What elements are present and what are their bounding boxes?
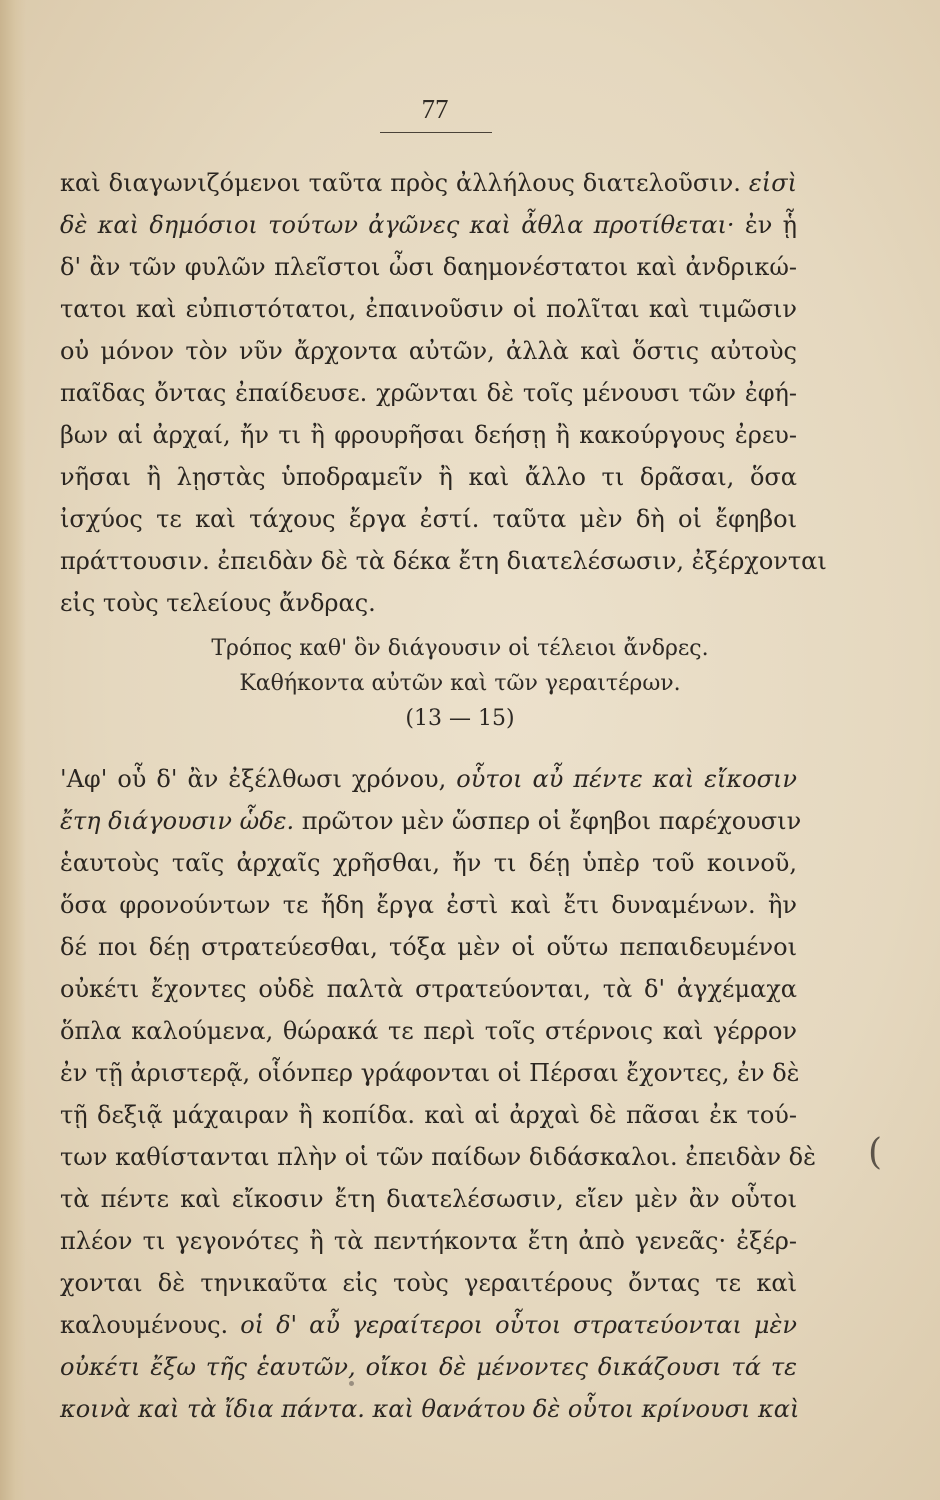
section-heading-line3: (13 — 15) — [405, 706, 515, 731]
text-line: ἔτη διάγουσιν ὧδε. πρῶτον μὲν ὥσπερ οἱ ἔφηβοι παρέχουσιν — [60, 807, 802, 835]
text-line: πλέον τι γεγονότες ἢ τὰ πεντήκοντα ἔτη ἀπὸ γενεᾶς· ἐξέρ- — [60, 1227, 797, 1255]
margin-pencil-mark: ( — [868, 1132, 883, 1173]
text-line: ἐν τῇ ἀριστερᾷ, οἷόνπερ γράφονται οἱ Πέρσαι ἔχοντες, ἐν δὲ — [60, 1059, 800, 1087]
text-line: ὅπλα καλούμενα, θώρακά τε περὶ τοῖς στέρνοις καὶ γέρρον — [60, 1017, 797, 1045]
text-line: τὰ πέντε καὶ εἴκοσιν ἔτη διατελέσωσιν, εἴεν μὲν ἂν οὗτοι — [60, 1185, 797, 1213]
text-line: οὐκέτι ἔξω τῆς ἑαυτῶν, οἴκοι δὲ μένοντες δικάζουσι τά τε — [60, 1353, 797, 1381]
text-line: ἰσχύος τε καὶ τάχους ἔργα ἐστί. ταῦτα μὲν δὴ οἱ ἔφηβοι — [60, 505, 797, 533]
header-rule — [380, 132, 492, 133]
text-line: νῆσαι ἢ λῃστὰς ὑποδραμεῖν ἢ καὶ ἄλλο τι δρᾶσαι, ὅσα — [60, 463, 797, 491]
text-line: ὅσα φρονούντων τε ἤδη ἔργα ἐστὶ καὶ ἔτι δυναμένων. ἢν — [60, 891, 797, 919]
text-line: ἑαυτοὺς ταῖς ἀρχαῖς χρῆσθαι, ἤν τι δέῃ ὑπὲρ τοῦ κοινοῦ, — [60, 849, 797, 877]
section-heading-line2: Καθήκοντα αὐτῶν καὶ τῶν γεραιτέρων. — [239, 671, 681, 696]
text-line: κοινὰ καὶ τὰ ἴδια πάντα. καὶ θανάτου δὲ οὗτοι κρίνουσι καὶ — [60, 1395, 800, 1423]
text-line: καὶ διαγωνιζόμενοι ταῦτα πρὸς ἀλλήλους διατελοῦσιν. εἰσὶ — [60, 169, 797, 197]
text-line: οὐκέτι ἔχοντες οὐδὲ παλτὰ στρατεύονται, τὰ δ' ἀγχέμαχα — [60, 975, 797, 1003]
text-line: των καθίστανται πλὴν οἱ τῶν παίδων διδάσκαλοι. ἐπειδὰν δὲ — [60, 1143, 817, 1171]
text-line: εἰς τοὺς τελείους ἄνδρας. — [60, 589, 376, 617]
text-line: χονται δὲ τηνικαῦτα εἰς τοὺς γεραιτέρους ὄντας τε καὶ — [60, 1269, 797, 1297]
section-heading-line1: Τρόπος καθ' ὃν διάγουσιν οἱ τέλειοι ἄνδρες. — [211, 636, 709, 661]
text-line: παῖδας ὄντας ἐπαίδευσε. χρῶνται δὲ τοῖς μένουσι τῶν ἐφή- — [60, 379, 797, 407]
text-line: καλουμένους. οἱ δ' αὖ γεραίτεροι οὗτοι στρατεύονται μὲν — [60, 1311, 797, 1339]
text-line: τῇ δεξιᾷ μάχαιραν ἢ κοπίδα. καὶ αἱ ἀρχαὶ δὲ πᾶσαι ἐκ τού- — [60, 1101, 797, 1129]
text-line: τατοι καὶ εὐπιστότατοι, ἐπαινοῦσιν οἱ πολῖται καὶ τιμῶσιν — [60, 295, 797, 323]
text-line: δὲ καὶ δημόσιοι τούτων ἀγῶνες καὶ ἆθλα προτίθεται· ἐν ᾗ — [60, 211, 797, 239]
text-line: δέ ποι δέῃ στρατεύεσθαι, τόξα μὲν οἱ οὕτω πεπαιδευμένοι — [60, 933, 797, 961]
text-line: πράττουσιν. ἐπειδὰν δὲ τὰ δέκα ἔτη διατελέσωσιν, ἐξέρχονται — [60, 547, 827, 575]
text-line: βων αἱ ἀρχαί, ἤν τι ἢ φρουρῆσαι δεήσῃ ἢ κακούργους ἐρευ- — [60, 421, 797, 449]
paper-speck — [349, 1381, 354, 1386]
page-number: 77 — [421, 94, 449, 124]
binding-edge — [0, 0, 26, 1500]
text-line: οὐ μόνον τὸν νῦν ἄρχοντα αὐτῶν, ἀλλὰ καὶ ὅστις αὐτοὺς — [60, 337, 797, 365]
text-line: 'Αφ' οὗ δ' ἂν ἐξέλθωσι χρόνου, οὗτοι αὖ πέντε καὶ εἴκοσιν — [60, 765, 797, 793]
text-line: δ' ἂν τῶν φυλῶν πλεῖστοι ὦσι δαημονέστατοι καὶ ἀνδρικώ- — [60, 253, 797, 281]
